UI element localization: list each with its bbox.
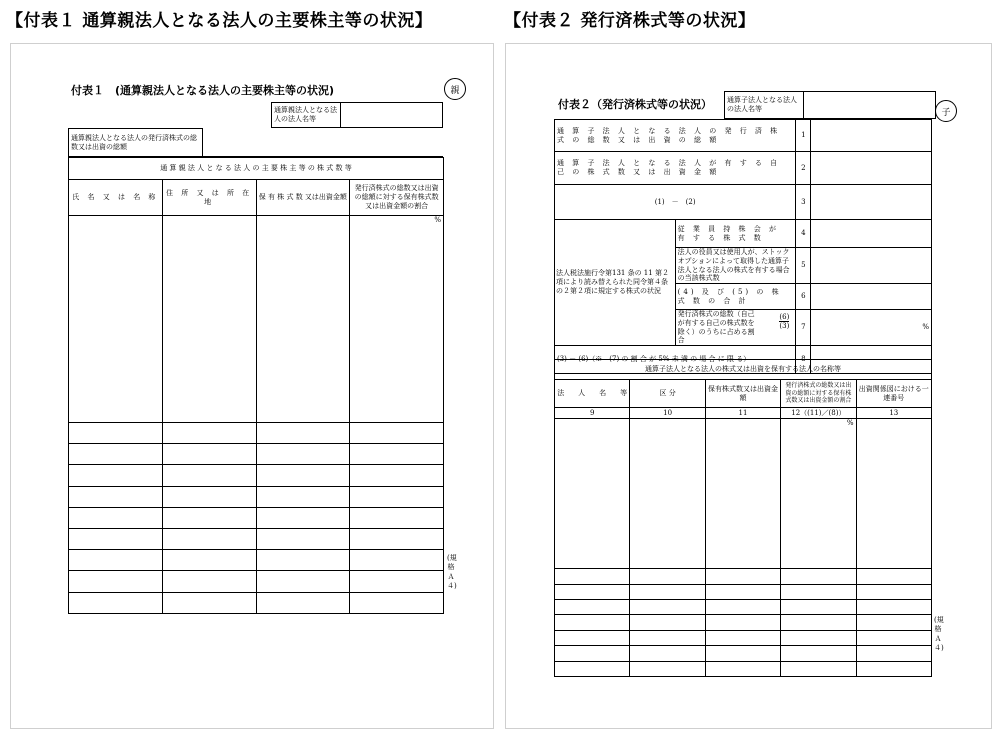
table-row — [69, 422, 444, 443]
form1-corp-name-table — [271, 102, 443, 128]
table-row — [69, 550, 444, 571]
row6-label: (4) 及 び (5) の 株 式 数 の 合 計 — [675, 284, 796, 310]
form1-parent-badge: 親 — [444, 78, 466, 100]
table-row — [69, 529, 444, 550]
row1-value[interactable] — [811, 120, 932, 152]
table-row — [555, 615, 932, 630]
row5-label: 法人の役員又は使用人が、ストックオプションによって取得した通算子法人となる法人の株式を有する場合の当該株式数 — [675, 248, 796, 284]
form1-title: 付表１ (通算親法人となる法人の主要株主等の状況) — [71, 84, 335, 97]
form1-heading: 【付表１ 通算親法人となる法人の主要株主等の状況】 — [6, 11, 433, 31]
form1-col-name: 氏 名 又 は 名 称 — [69, 180, 163, 216]
table-row — [555, 152, 932, 185]
col-number-10: 10 — [630, 408, 705, 419]
table-row — [69, 444, 444, 465]
col-number-9: 9 — [555, 408, 630, 419]
form2-title: 付表２（発行済株式等の状況） — [558, 98, 712, 111]
col-number-12: 12（(11)／(8)） — [781, 408, 856, 419]
row3-value[interactable] — [811, 185, 932, 220]
row1-number: 1 — [796, 120, 811, 152]
form2-shares-table — [554, 119, 932, 374]
row6-number: 6 — [796, 284, 811, 310]
row2-label: 通 算 子 法 人 と な る 法 人 が 有 す る 自 己 の 株 式 数 又 は 出 資 金 額 — [555, 152, 796, 185]
table-row — [69, 465, 444, 486]
table-row — [69, 571, 444, 592]
form2-corp-name-label: 通算子法人となる法人の法人名等 — [725, 92, 804, 119]
table-row — [555, 569, 932, 584]
form2-subsidiary-badge: 子 — [935, 100, 957, 122]
form1-col-address: 住 所 又 は 所 在 地 — [162, 180, 256, 216]
form2-col-ratio: 発行済株式の総数又は出資の総額に対する保有株式数又は出資金額の割合 — [781, 380, 856, 408]
row7-label: 発行済株式の総数（自己が有する自己の株式数を除く）のうちに占める割合 — [677, 310, 755, 345]
form2-section-label: 通算子法人となる法人の株式又は出資を保有する法人の名称等 — [555, 360, 932, 380]
table-row — [555, 630, 932, 645]
form1-page — [10, 43, 494, 729]
form1-shareholders-table — [68, 157, 444, 614]
percent-sign: % — [811, 310, 932, 346]
row4-value[interactable] — [811, 220, 932, 248]
form1-total-field[interactable] — [203, 129, 444, 157]
form1-total-table — [68, 128, 443, 157]
form2-col-shares: 保有株式数又は出資金額 — [705, 380, 780, 408]
table-row — [555, 220, 932, 248]
row2-number: 2 — [796, 152, 811, 185]
row5-value[interactable] — [811, 248, 932, 284]
form2-side-note: (規格Ａ４) — [934, 616, 944, 653]
form2-col-chart-no: 出資関係図における一連番号 — [856, 380, 931, 408]
form2-col-name: 法 人 名 等 — [555, 380, 630, 408]
table-row — [69, 486, 444, 507]
table-row — [555, 584, 932, 599]
form2-corp-name-table — [724, 91, 936, 119]
form1-side-note: (規格Ａ４) — [447, 554, 457, 591]
table-row — [555, 120, 932, 152]
row4-label: 従 業 員 持 株 会 が 有 す る 株 式 数 — [675, 220, 796, 248]
row8-number: 8 — [796, 346, 811, 374]
form2-heading: 【付表２ 発行済株式等の状況】 — [504, 11, 756, 31]
form2-col-category: 区 分 — [630, 380, 705, 408]
percent-sign: % — [781, 419, 856, 569]
table-row — [555, 599, 932, 614]
table-row — [555, 661, 932, 676]
row3-number: 3 — [796, 185, 811, 220]
form2-page — [505, 43, 992, 729]
row6-value[interactable] — [811, 284, 932, 310]
table-row — [555, 185, 932, 220]
table-row — [555, 646, 932, 661]
form1-total-label: 通算親法人となる法人の発行済株式の総数又は出資の総額 — [69, 129, 203, 157]
row7-ratio-top: (6) — [779, 313, 790, 321]
col-number-11: 11 — [705, 408, 780, 419]
form1-col-ratio: 発行済株式の総数又は出資の総額に対する保有株式数又は出資金額の割合 — [350, 180, 444, 216]
row7-number: 7 — [796, 310, 811, 346]
table-row — [69, 507, 444, 528]
form2-corp-name-field[interactable] — [804, 92, 936, 119]
group-label: 法人税法施行令第131 条の 11 第２項により読み替えられた同令第４条の２第２項に規定する株式の状況 — [555, 220, 676, 346]
form1-section-label: 通 算 親 法 人 と な る 法 人 の 主 要 株 主 等 の 株 式 数 等 — [69, 158, 444, 180]
row7-ratio-bottom: (3) — [779, 322, 790, 331]
percent-sign: % — [350, 216, 444, 423]
table-row — [69, 592, 444, 613]
row5-number: 5 — [796, 248, 811, 284]
row1-label: 通 算 子 法 人 と な る 法 人 の 発 行 済 株 式 の 総 数 又 は 出 資 の 総 額 — [555, 120, 796, 152]
form1-corp-name-field[interactable] — [341, 103, 443, 128]
row4-number: 4 — [796, 220, 811, 248]
table-row — [555, 419, 932, 569]
table-row — [69, 216, 444, 423]
row3-label: (1) － (2) — [555, 185, 796, 220]
row2-value[interactable] — [811, 152, 932, 185]
form1-col-shares: 保 有 株 式 数 又は出資金額 — [256, 180, 350, 216]
row8-label: (3) － (6)（※ (7) の 割 合 が 5% 未 満 の 場 合 に 限 る） — [555, 346, 796, 374]
form1-corp-name-label: 通算親法人となる法人の法人名等 — [272, 103, 341, 128]
form2-holders-table — [554, 359, 932, 677]
col-number-13: 13 — [856, 408, 931, 419]
